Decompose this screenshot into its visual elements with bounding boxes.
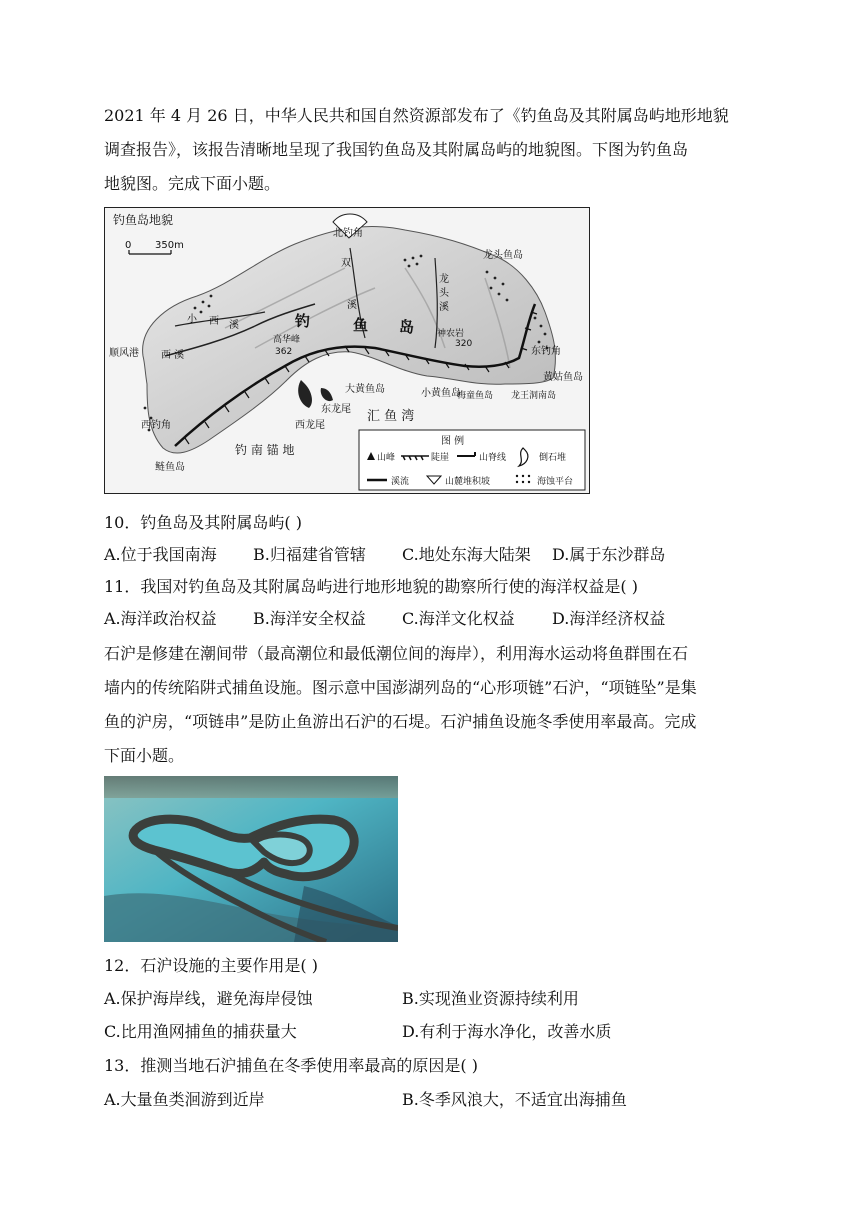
q13-option-b[interactable]: B.冬季风浪大，不适宜出海捕鱼 [402, 1090, 627, 1109]
label-gao-hua-feng-height: 362 [275, 347, 293, 357]
intro1-line-1: 2021 年 4 月 26 日，中华人民共和国自然资源部发布了《钓鱼岛及其附属岛屿地形地貌 [104, 106, 729, 125]
intro2-line-1: 石沪是修建在潮间带（最高潮位和最低潮位间的海岸），利用海水运动将鱼群围在石 [104, 644, 689, 663]
debris-pile-2 [321, 388, 333, 401]
label-xi-west: 西 [209, 316, 219, 327]
label-dao: 岛 [399, 318, 415, 336]
intro1-line-2: 调查报告》，该报告清晰地呈现了我国钓鱼岛及其附属岛屿的地貌图。下图为钓鱼岛 [104, 140, 689, 159]
legend-item-cliff: 陡崖 [431, 453, 450, 463]
label-xi-2: 溪 [439, 302, 449, 313]
intro2-line-4: 下面小题。 [104, 746, 185, 765]
scale-zero: 0 [125, 240, 132, 251]
legend-item-debris: 倒石堆 [539, 453, 567, 463]
q12-option-a[interactable]: A.保护海岸线，避免海岸侵蚀 [104, 989, 313, 1008]
q10-option-b[interactable]: B.归福建省管辖 [253, 545, 366, 564]
q12-option-c[interactable]: C.比用渔网捕鱼的捕获量大 [104, 1022, 297, 1041]
intro2-line-3: 鱼的沪房，“项链串”是防止鱼游出石沪的石堤。石沪捕鱼设施冬季使用率最高。完成 [104, 712, 697, 731]
q13-stem: 13．推测当地石沪捕鱼在冬季使用率最高的原因是( ) [104, 1056, 478, 1075]
label-bei-diao-jiao: 北钓角 [333, 228, 363, 239]
q10-stem: 10．钓鱼岛及其附属岛屿( ) [104, 513, 302, 532]
q11-option-b[interactable]: B.海洋安全权益 [253, 609, 366, 628]
q10-option-a[interactable]: A.位于我国南海 [104, 545, 217, 564]
intro1-line-3: 地貌图。完成下面小题。 [104, 174, 281, 193]
label-long-tou-yu-dao: 龙头鱼岛 [483, 250, 523, 261]
q10-option-d[interactable]: D.属于东沙群岛 [552, 545, 666, 564]
q11-option-a[interactable]: A.海洋政治权益 [104, 609, 217, 628]
label-diao-nan-mao-di: 钓 南 锚 地 [235, 443, 295, 457]
q11-option-c[interactable]: C.海洋文化权益 [402, 609, 515, 628]
legend-box [359, 430, 585, 490]
legend-item-abrasion: 海蚀平台 [537, 477, 574, 487]
q12-stem: 12．石沪设施的主要作用是( ) [104, 956, 318, 975]
label-mei-tong-yu-dao: 梅童鱼岛 [457, 391, 494, 401]
legend-item-peak: 山峰 [377, 453, 396, 463]
legend-item-ridge: 山脊线 [479, 453, 507, 463]
debris-pile-1 [298, 380, 312, 408]
label-tou: 头 [439, 288, 449, 299]
label-shen-nong-yan: 神农岩 [437, 329, 465, 339]
label-huang-zhan-yu-dao: 黄姑鱼岛 [543, 372, 583, 383]
q11-option-d[interactable]: D.海洋经济权益 [552, 609, 666, 628]
map-title: 钓鱼岛地貌 [113, 213, 174, 227]
label-shun-feng-gang: 顺风港 [109, 348, 139, 359]
diaoyu-island-landform-map [104, 207, 590, 494]
label-long: 龙 [439, 274, 449, 285]
q11-stem: 11．我国对钓鱼岛及其附属岛屿进行地形地貌的勘察所行使的海洋权益是( ) [104, 577, 638, 596]
scale-length: 350m [155, 240, 184, 251]
q13-option-a[interactable]: A.大量鱼类洄游到近岸 [104, 1090, 265, 1109]
label-hui-yu-wan: 汇 鱼 湾 [367, 409, 415, 424]
label-yu: 鱼 [353, 316, 369, 334]
legend-item-talus: 山麓堆积坡 [445, 477, 491, 487]
label-xiao: 小 [187, 314, 197, 325]
label-dong-long-wei: 东龙尾 [321, 404, 351, 415]
q10-option-c[interactable]: C.地处东海大陆架 [402, 545, 531, 564]
label-da-huang-yu-dao: 大黄鱼岛 [345, 384, 385, 395]
stone-weir-photo [104, 776, 398, 942]
label-shuang: 双 [341, 258, 351, 269]
label-gao-hua-feng: 高华峰 [273, 335, 301, 345]
label-xi-1: 溪 [347, 300, 357, 311]
label-xi-long-wei: 西龙尾 [295, 420, 325, 431]
map-svg [105, 208, 589, 493]
label-xiao-yu-dao: 鲢鱼岛 [155, 462, 185, 473]
label-shen-nong-yan-height: 320 [455, 339, 473, 349]
q12-option-b[interactable]: B.实现渔业资源持续利用 [402, 989, 579, 1008]
label-xiao-huang-yu-dao: 小黄鱼岛 [421, 388, 461, 399]
legend-item-stream: 溪流 [391, 477, 410, 487]
stone-weir-photo-svg [104, 776, 398, 942]
label-dong-diao-jiao: 东钓角 [531, 346, 561, 357]
label-diao: 钓 [295, 312, 311, 330]
intro2-line-2: 墙内的传统陷阱式捕鱼设施。图示意中国澎湖列岛的“心形项链”石沪，“项链坠”是集 [104, 678, 697, 697]
label-xi-west-2: 溪 [229, 320, 239, 331]
label-xi-diao-jiao: 西钓角 [141, 420, 171, 431]
label-long-wang-tong-nan-dao: 龙王洞南岛 [511, 391, 557, 401]
label-west-creek: 西 溪 [161, 350, 185, 361]
q12-option-d[interactable]: D.有利于海水净化，改善水质 [402, 1022, 612, 1041]
legend-title: 图 例 [441, 436, 465, 447]
